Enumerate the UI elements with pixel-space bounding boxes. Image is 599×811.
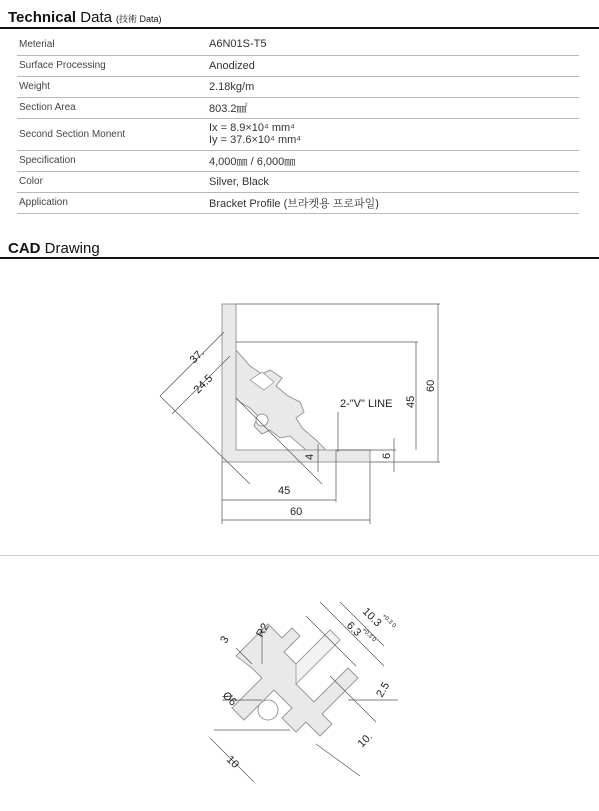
moment-ix: Ix = 8.9×10⁴ mm⁴ xyxy=(209,122,295,134)
dim-10-bottom: 10 xyxy=(223,753,242,771)
drawing-separator xyxy=(0,555,599,556)
technical-data-header xyxy=(0,8,599,30)
dim-6-3: 6.3 xyxy=(343,619,364,639)
title-light: Drawing xyxy=(44,240,100,257)
spec-label: Surface Processing xyxy=(17,55,207,76)
slot-detail-shape xyxy=(232,624,358,736)
table-row xyxy=(17,192,579,213)
dim-v-line: 2-"V" LINE xyxy=(340,398,393,410)
title-bold: CAD xyxy=(8,240,41,257)
dim-phi6: Ø6 xyxy=(219,689,239,709)
dim-10-right: 10. xyxy=(355,730,375,751)
table-row xyxy=(17,55,579,76)
spec-table xyxy=(17,34,579,214)
table-row xyxy=(17,97,579,118)
header-rule xyxy=(0,257,599,259)
dim-3: 3 xyxy=(218,634,232,646)
table-row xyxy=(17,76,579,97)
dim-10-3-tolerance: +0.3 0 xyxy=(380,613,397,630)
cad-drawing-header xyxy=(0,239,599,261)
technical-data-title xyxy=(8,9,161,26)
dim-24-5: 24.5 xyxy=(191,372,216,397)
spec-value xyxy=(207,118,579,150)
table-row xyxy=(17,150,579,171)
spec-value: 803.2㎟ xyxy=(207,97,579,118)
spec-value: Anodized xyxy=(207,55,579,76)
dim-6: 6 xyxy=(381,452,393,459)
spec-label: Meterial xyxy=(17,34,207,55)
dim-37: 37. xyxy=(187,346,207,367)
header-rule xyxy=(0,27,599,29)
dim-60-horizontal: 60 xyxy=(290,506,303,518)
spec-label: Specification xyxy=(17,150,207,171)
title-note: (技術 Data) xyxy=(115,14,162,24)
dim-r2: R2 xyxy=(254,621,272,640)
title-bold: Technical xyxy=(8,9,77,26)
spec-label: Second Section Monent xyxy=(17,118,207,150)
table-row xyxy=(17,34,579,55)
table-row xyxy=(17,118,579,150)
cad-drawing-title xyxy=(8,240,100,257)
dim-4: 4 xyxy=(304,453,316,460)
spec-label: Section Area xyxy=(17,97,207,118)
dim-2-5: 2.5 xyxy=(374,680,393,700)
profile-drawing-overall xyxy=(0,262,599,552)
spec-value: 4,000㎜ / 6,000㎜ xyxy=(207,150,579,171)
profile-shape xyxy=(222,304,370,462)
spec-value: Silver, Black xyxy=(207,171,579,192)
title-light: Data xyxy=(80,9,112,26)
spec-label: Weight xyxy=(17,76,207,97)
dim-45-horizontal: 45 xyxy=(278,485,291,497)
table-row xyxy=(17,171,579,192)
spec-value: A6N01S-T5 xyxy=(207,34,579,55)
spec-value: 2.18kg/m xyxy=(207,76,579,97)
spec-label: Application xyxy=(17,192,207,213)
dim-45-vertical: 45 xyxy=(405,395,417,408)
profile-drawing-detail xyxy=(0,580,599,805)
moment-iy: Iy = 37.6×10⁴ mm⁴ xyxy=(209,134,301,146)
dim-10-3: 10.3 xyxy=(359,605,384,630)
spec-label: Color xyxy=(17,171,207,192)
dim-60-vertical: 60 xyxy=(425,379,437,392)
spec-value: Bracket Profile (브라켓용 프로파일) xyxy=(207,192,579,213)
dim-6-3-tolerance: +0.3 0 xyxy=(360,627,377,644)
